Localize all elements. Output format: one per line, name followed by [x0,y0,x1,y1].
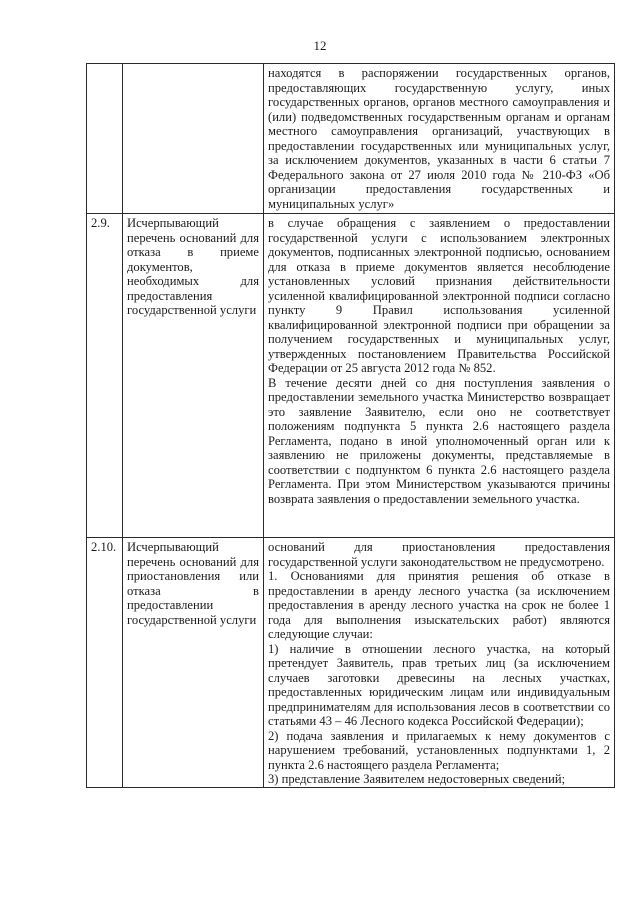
row-title [123,64,264,214]
table-row [87,538,615,788]
row-content [264,214,615,538]
table-row [87,64,615,214]
row-content [264,64,615,214]
row-number: 2.10. [87,538,123,788]
row-paragraph: 3) представление Заявителем недостоверных сведений; [268,772,566,786]
row-paragraph: находятся в распоряжении государственных органов, предоставляющих государственную услугу, иных государственных органов, органов местного самоуправления и (или) подведомственных государственным органам и органам местного самоуправления организаций, участвующих в предоставлении государственных или муниципальных услуг, за исключением документов, указанных в части 6 статьи 7 Федерального закона от 27 июля 2010 года № 210-ФЗ «Об организации предоставления государственных и муниципальных услуг» [268,66,610,211]
row-title: Исчерпывающий перечень оснований для приостановления или отказа в предоставлении государственной услуги [123,538,264,788]
page-number: 12 [313,38,327,53]
table-row [87,214,615,538]
row-number: 2.9. [87,214,123,538]
row-paragraph: 1) наличие в отношении лесного участка, на который претендует Заявитель, прав третьих лиц (за исключением случаев заготовки древесины на лесных участках, предоставленных юридическим лицам или индивидуальным предпринимателям для использования лесов в соответствии со статьями 43 – 46 Лесного кодекса Российской Федерации); [268,641,610,728]
row-paragraph: оснований для приостановления предоставления государственной услуги законодательством не предусмотрено. [268,540,610,569]
row-paragraph: 1. Основаниями для принятия решения об отказе в предоставлении в аренду лесного участка (за исключением предоставления в аренду лесного участка на срок не более 1 года для выполнения изыскательских работ) являются следующие случаи: [268,569,610,641]
row-paragraph: в случае обращения с заявлением о предоставлении государственной услуги с использованием электронных документов, подписанных электронной подписью, основанием для отказа в приеме документов является несоблюдение установленных условий признания действительности усиленной квалифицированной электронной подписи согласно пункту 9 Правил использования усиленной квалифицированной электронной подписи при обращении за получением государственных и муниципальных услуг, утвержденных постановлением Правительства Российской Федерации от 25 августа 2012 года № 852. [268,216,610,375]
row-content [264,538,615,788]
regulation-table [86,63,615,788]
row-paragraph: В течение десяти дней со дня поступления заявления о предоставлении земельного участка Министерство возвращает это заявление Заявителю, если оно не соответствует положениям подпункта 5 пункта 2.6 настоящего раздела Регламента, подано в иной уполномоченный орган или к заявлению не приложены документы, представляемые в соответствии с подпунктом 6 пункта 2.6 настоящего раздела Регламента. При этом Министерством указываются причины возврата заявления о предоставлении земельного участка. [268,375,610,506]
row-title: Исчерпывающий перечень оснований для отказа в приеме документов, необходимых для предоставления государственной услуги [123,214,264,538]
row-number [87,64,123,214]
row-paragraph: 2) подача заявления и прилагаемых к нему документов с нарушением требований, установленных подпунктами 1, 2 пункта 2.6 настоящего раздела Регламента; [268,728,610,772]
